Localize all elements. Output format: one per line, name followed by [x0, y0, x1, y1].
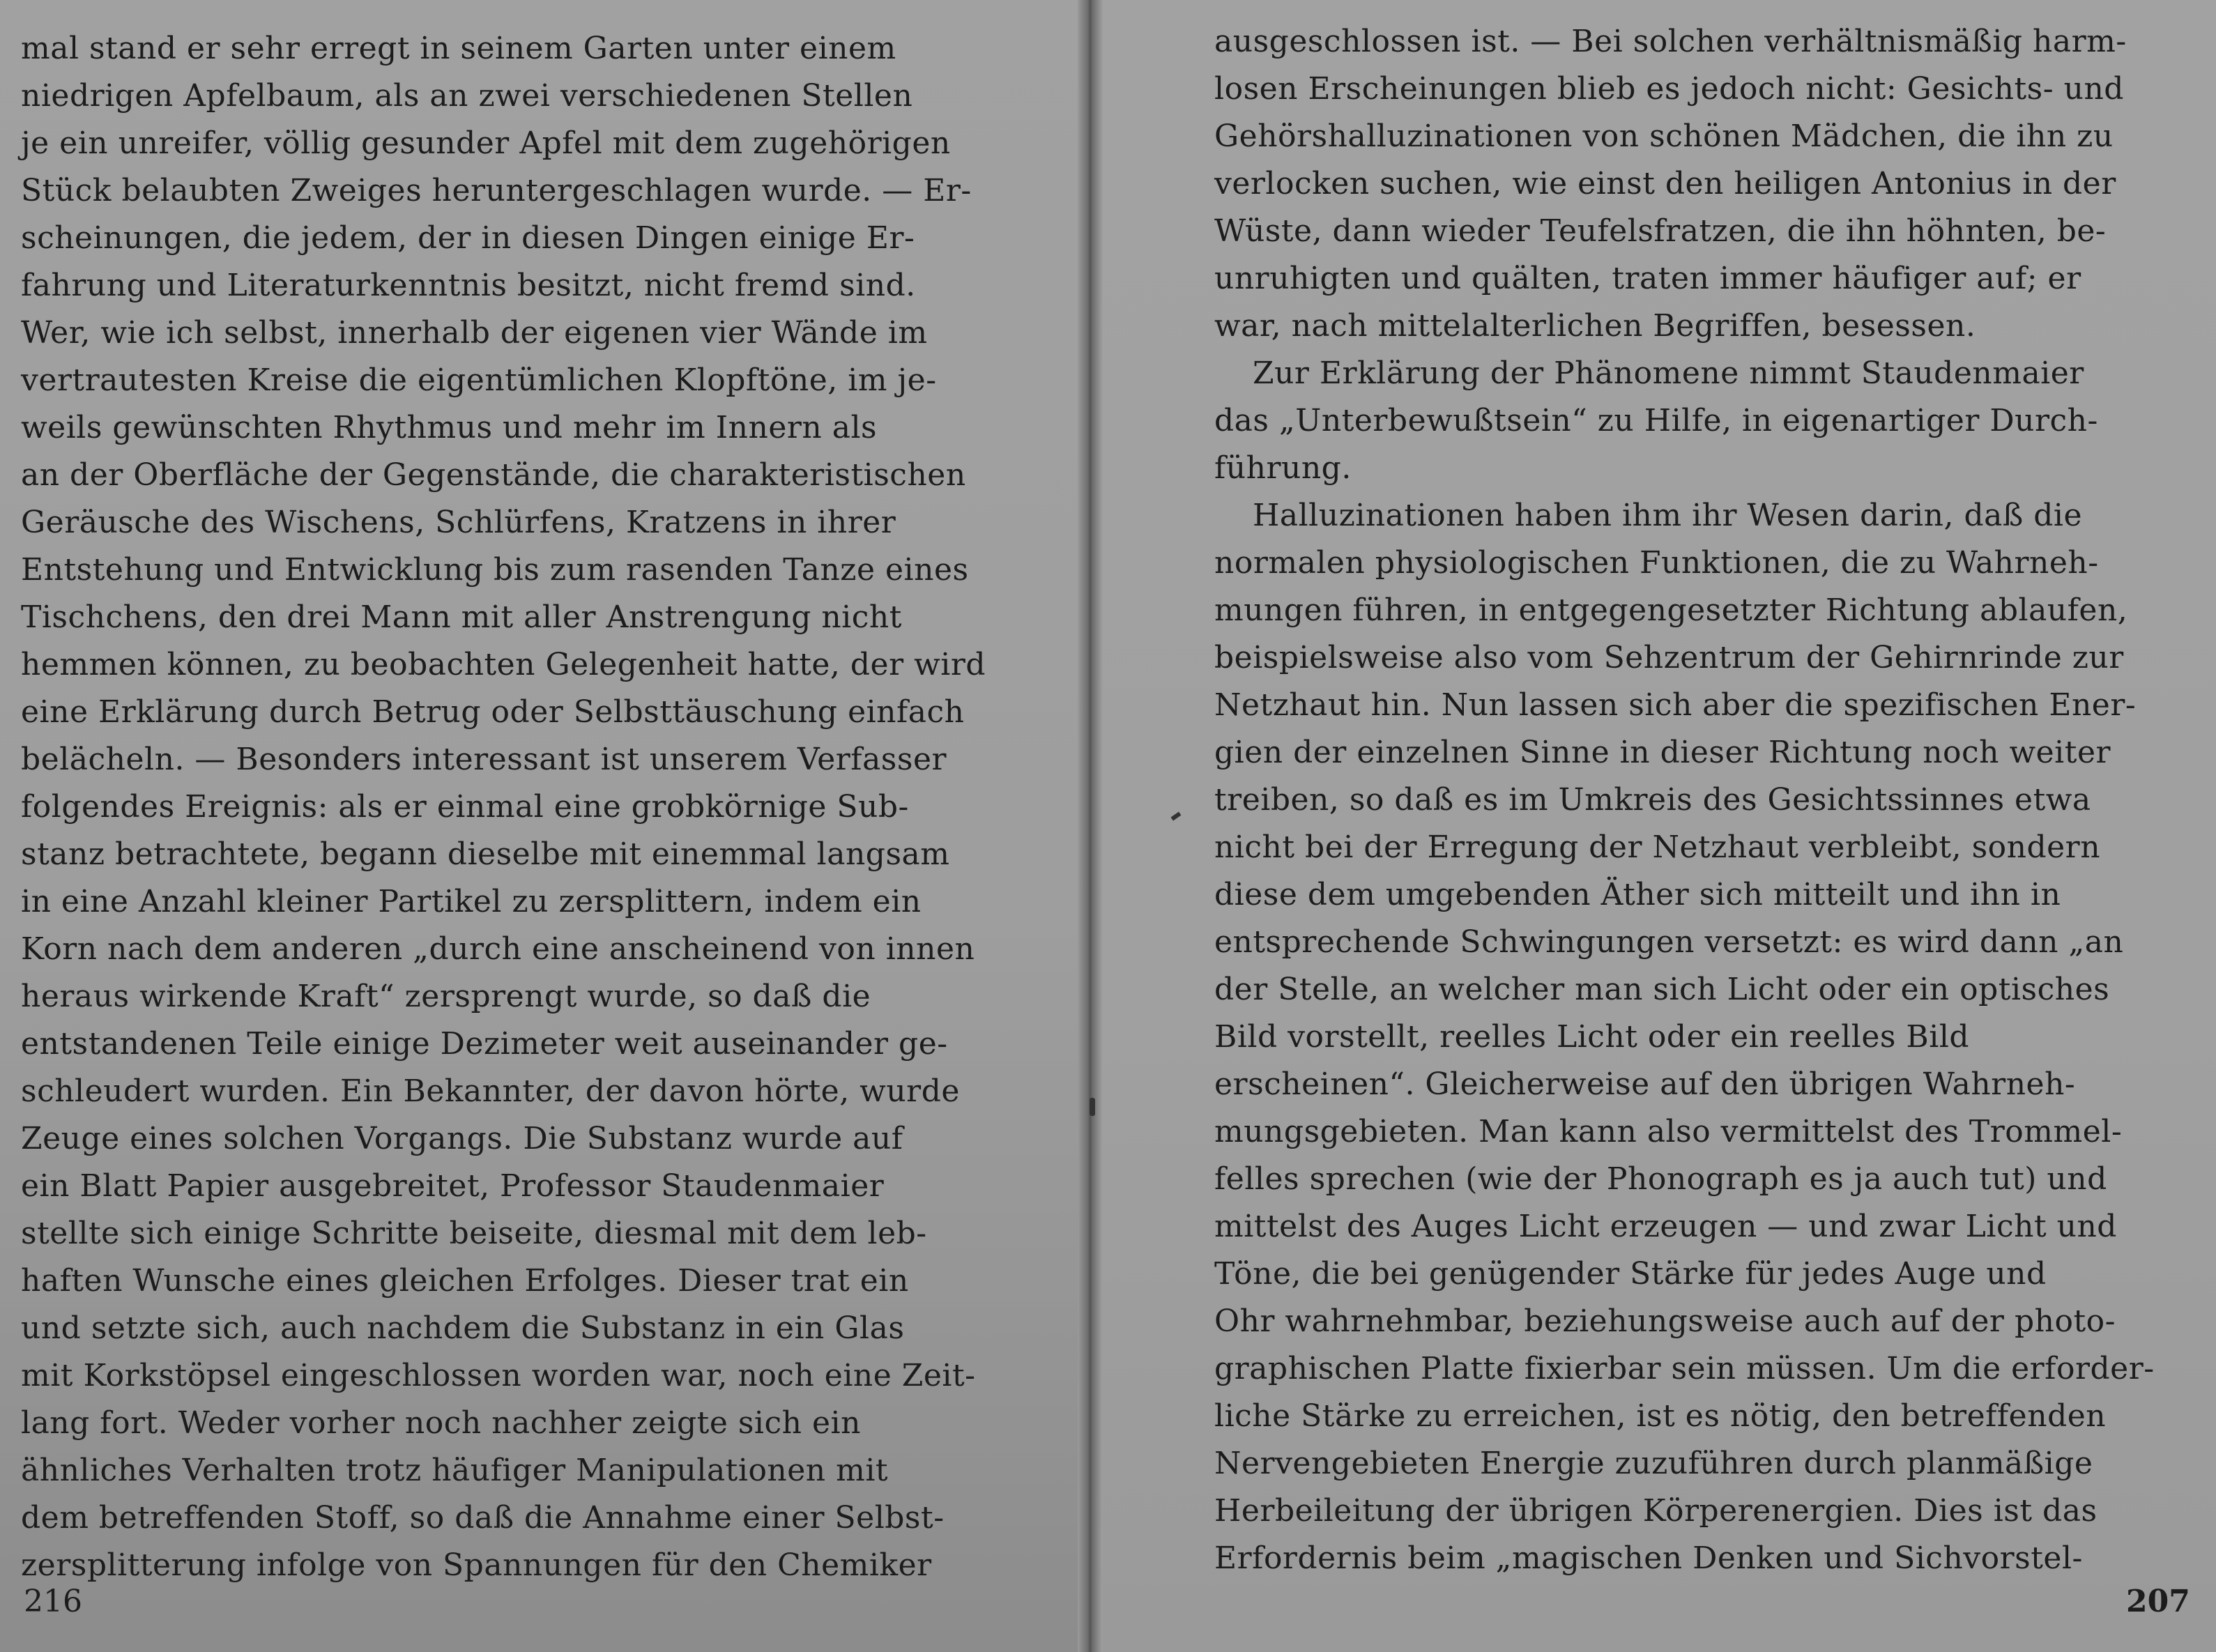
text-line: Netzhaut hin. Nun lassen sich aber die spezifischen Ener-: [1214, 687, 2137, 723]
text-line: mittelst des Auges Licht erzeugen — und zwar Licht und: [1214, 1209, 2117, 1244]
text-line: lang fort. Weder vorher noch nachher zeigte sich ein: [21, 1405, 861, 1441]
left-page: [0, 0, 1078, 1652]
right-page-text: [1214, 18, 2155, 1582]
text-line: Tischchens, den drei Mann mit aller Anstrengung nicht: [21, 599, 902, 635]
text-line: liche Stärke zu erreichen, ist es nötig, den betreffenden: [1214, 1398, 2107, 1434]
text-line: haften Wunsche eines gleichen Erfolges. Dieser trat ein: [21, 1263, 909, 1299]
gutter-mark: [1090, 1098, 1095, 1116]
text-line: und setzte sich, auch nachdem die Substanz in ein Glas: [21, 1310, 905, 1346]
text-line: unruhigten und quälten, traten immer häufiger auf; er: [1214, 261, 2081, 296]
text-line: vertrautesten Kreise die eigentümlichen Klopftöne, im je-: [21, 362, 937, 398]
text-line: Ohr wahrnehmbar, beziehungsweise auch auf der photo-: [1214, 1303, 2116, 1339]
text-line: mit Korkstöpsel eingeschlossen worden war, noch eine Zeit-: [21, 1358, 976, 1393]
text-line: Wüste, dann wieder Teufelsfratzen, die ihn höhnten, be-: [1214, 213, 2107, 249]
text-line: niedrigen Apfelbaum, als an zwei verschiedenen Stellen: [21, 78, 913, 114]
text-line: Korn nach dem anderen „durch eine anscheinend von innen: [21, 931, 975, 967]
text-line: schleudert wurden. Ein Bekannter, der davon hörte, wurde: [21, 1073, 960, 1109]
text-line: an der Oberfläche der Gegenstände, die charakteristischen: [21, 457, 966, 493]
paragraph: [1214, 350, 2121, 492]
text-line: felles sprechen (wie der Phonograph es ja auch tut) und: [1214, 1161, 2107, 1197]
text-line: Halluzinationen haben ihm ihr Wesen darin, daß die: [1253, 498, 2082, 533]
text-line: zersplitterung infolge von Spannungen für den Chemiker: [21, 1547, 932, 1583]
text-line: Gehörshalluzinationen von schönen Mädchen, die ihn zu: [1214, 118, 2114, 154]
text-line: Zur Erklärung der Phänomene nimmt Staudenmaier: [1253, 355, 2084, 391]
text-line: mal stand er sehr erregt in seinem Garten unter einem: [21, 31, 896, 66]
text-line: stellte sich einige Schritte beiseite, diesmal mit dem leb-: [21, 1216, 927, 1251]
text-line: mungen führen, in entgegengesetzter Richtung ablaufen,: [1214, 592, 2128, 628]
text-line: war, nach mittelalterlichen Begriffen, besessen.: [1214, 308, 1976, 344]
text-line: stanz betrachtete, begann dieselbe mit einemmal langsam: [21, 836, 950, 872]
text-line: diese dem umgebenden Äther sich mitteilt und ihn in: [1214, 877, 2061, 912]
text-line: der Stelle, an welcher man sich Licht oder ein optisches: [1214, 972, 2110, 1007]
text-line: Entstehung und Entwicklung bis zum rasenden Tanze eines: [21, 552, 969, 588]
text-line: Wer, wie ich selbst, innerhalb der eigenen vier Wände im: [21, 315, 928, 351]
text-line: ausgeschlossen ist. — Bei solchen verhältnismäßig harm-: [1214, 24, 2127, 59]
text-line: entstandenen Teile einige Dezimeter weit auseinander ge-: [21, 1026, 948, 1062]
text-line: Bild vorstellt, reelles Licht oder ein reelles Bild: [1214, 1019, 1970, 1055]
text-line: fahrung und Literaturkenntnis besitzt, nicht fremd sind.: [21, 268, 916, 303]
text-line: Zeuge eines solchen Vorgangs. Die Substanz wurde auf: [21, 1121, 903, 1156]
text-line: ein Blatt Papier ausgebreitet, Professor Staudenmaier: [21, 1168, 885, 1204]
paragraph: [1214, 18, 2127, 350]
text-line: Nervengebieten Energie zuzuführen durch planmäßige: [1214, 1446, 2093, 1481]
text-line: gien der einzelnen Sinne in dieser Richtung noch weiter: [1214, 735, 2111, 770]
text-line: scheinungen, die jedem, der in diesen Dingen einige Er-: [21, 220, 915, 256]
text-line: dem betreffenden Stoff, so daß die Annahme einer Selbst-: [21, 1500, 945, 1536]
text-line: eine Erklärung durch Betrug oder Selbsttäuschung einfach: [21, 694, 965, 730]
text-line: je ein unreifer, völlig gesunder Apfel mit dem zugehörigen: [21, 125, 951, 161]
text-line: Stück belaubten Zweiges heruntergeschlagen wurde. — Er-: [21, 173, 972, 208]
text-line: normalen physiologischen Funktionen, die zu Wahrneh-: [1214, 545, 2099, 581]
text-line: belächeln. — Besonders interessant ist unserem Verfasser: [21, 742, 947, 777]
left-page-text: [21, 25, 986, 1589]
text-line: führung.: [1214, 450, 1352, 486]
text-line: verlocken suchen, wie einst den heiligen Antonius in der: [1214, 166, 2116, 201]
text-line: Herbeileitung der übrigen Körperenergien. Dies ist das: [1214, 1493, 2097, 1529]
text-line: ähnliches Verhalten trotz häufiger Manipulationen mit: [21, 1453, 889, 1488]
text-line: beispielsweise also vom Sehzentrum der Gehirnrinde zur: [1214, 640, 2124, 675]
left-page-number: 216: [24, 1584, 82, 1619]
text-line: heraus wirkende Kraft“ zersprengt wurde, so daß die: [21, 979, 871, 1014]
text-line: hemmen können, zu beobachten Gelegenheit hatte, der wird: [21, 647, 986, 682]
text-line: Erfordernis beim „magischen Denken und Sichvorstel-: [1214, 1540, 2083, 1576]
text-line: graphischen Platte fixierbar sein müssen. Um die erforder-: [1214, 1351, 2155, 1386]
text-line: Töne, die bei genügender Stärke für jedes Auge und: [1214, 1256, 2047, 1292]
text-line: weils gewünschten Rhythmus und mehr im Innern als: [21, 410, 878, 445]
text-line: treiben, so daß es im Umkreis des Gesichtssinnes etwa: [1214, 782, 2091, 818]
text-line: das „Unterbewußtsein“ zu Hilfe, in eigenartiger Durch-: [1214, 403, 2098, 438]
text-line: entsprechende Schwingungen versetzt: es wird dann „an: [1214, 924, 2124, 960]
text-line: mungsgebieten. Man kann also vermittelst des Trommel-: [1214, 1114, 2123, 1149]
text-line: nicht bei der Erregung der Netzhaut verbleibt, sondern: [1214, 829, 2101, 865]
book-gutter: [1078, 0, 1103, 1652]
paragraph: [1214, 492, 2155, 1582]
right-page-number: 207: [2126, 1584, 2190, 1619]
text-line: Geräusche des Wischens, Schlürfens, Kratzens in ihrer: [21, 505, 896, 540]
text-line: erscheinen“. Gleicherweise auf den übrigen Wahrneh-: [1214, 1066, 2076, 1102]
text-line: losen Erscheinungen blieb es jedoch nicht: Gesichts- und: [1214, 71, 2124, 107]
text-line: in eine Anzahl kleiner Partikel zu zersplittern, indem ein: [21, 884, 922, 919]
text-line: folgendes Ereignis: als er einmal eine grobkörnige Sub-: [21, 789, 909, 825]
